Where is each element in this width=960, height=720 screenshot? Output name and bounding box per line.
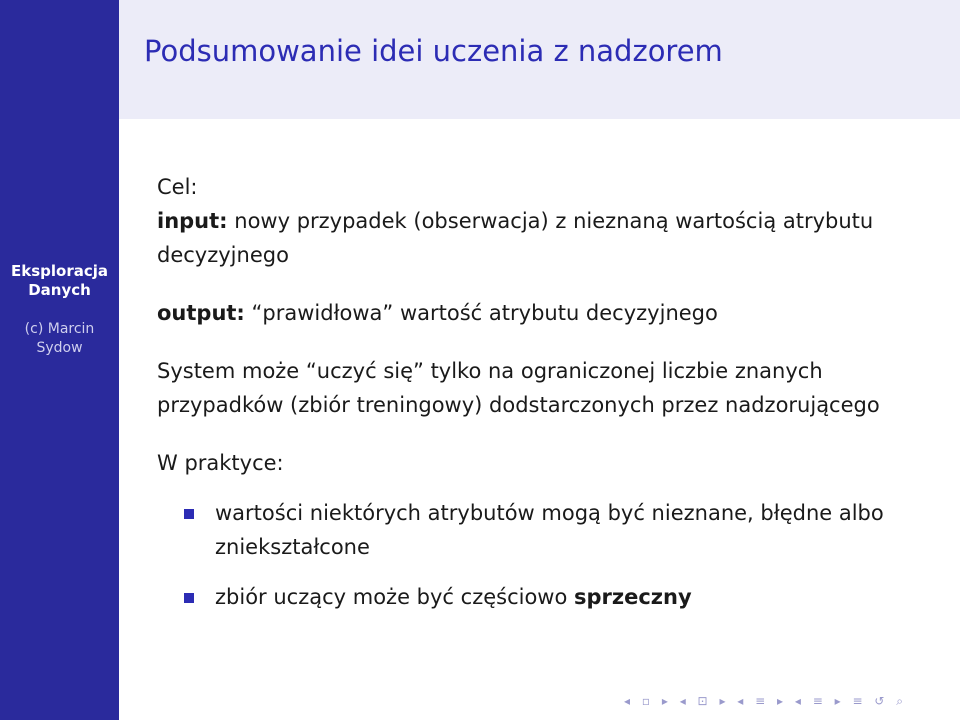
search-icon[interactable]: ⌕: [896, 694, 905, 708]
document-icon[interactable]: ≡: [812, 694, 824, 708]
section-icon[interactable]: ≡: [755, 694, 767, 708]
sidebar-course-title[interactable]: [0, 262, 119, 300]
sidebar-line: Eksploracja: [10, 262, 108, 280]
list-item-emphasis: sprzeczny: [574, 585, 692, 609]
system-paragraph: System może “uczyć się” tylko na ograniczonej liczbie znanych przypadków (zbiór treningowy) dodstarczonych przez nadzorującego: [157, 359, 880, 417]
output-paragraph: [157, 296, 927, 330]
nav-right-icon[interactable]: ▸: [834, 694, 842, 708]
output-label: output:: [157, 301, 245, 325]
practice-list: [157, 496, 927, 614]
nav-left-icon[interactable]: ◂: [737, 694, 745, 708]
beamer-navigation: [624, 694, 910, 709]
square-bullet-icon: [184, 593, 194, 603]
sidebar-author: [0, 320, 119, 358]
slide-title: Podsumowanie idei uczenia z nadzorem: [144, 34, 723, 68]
nav-right-icon[interactable]: ▸: [719, 694, 727, 708]
subsection-icon[interactable]: ⊡: [697, 694, 709, 708]
input-label: input:: [157, 209, 228, 233]
input-text: nowy przypadek (obserwacja) z nieznaną wartością atrybutu decyzyjnego: [157, 209, 874, 267]
align-icon[interactable]: ≡: [852, 694, 864, 708]
list-item: [157, 580, 927, 614]
goal-heading: Cel:: [157, 175, 198, 199]
corner-block: [0, 0, 119, 119]
slide-content: [157, 170, 927, 614]
nav-left-icon[interactable]: ◂: [794, 694, 802, 708]
nav-right-icon[interactable]: ▸: [661, 694, 669, 708]
output-text: “prawidłowa” wartość atrybutu decyzyjnego: [244, 301, 718, 325]
sidebar-line: (c) Marcin: [24, 321, 95, 337]
list-item-text: zbiór uczący może być częściowo: [215, 585, 574, 609]
input-paragraph: [157, 204, 927, 272]
nav-left-icon[interactable]: ◂: [624, 694, 632, 708]
square-bullet-icon: [184, 509, 194, 519]
sidebar-line: Danych: [28, 281, 91, 299]
sidebar-line: Sydow: [36, 340, 83, 356]
practice-heading: W praktyce:: [157, 451, 284, 475]
nav-right-icon[interactable]: ▸: [777, 694, 785, 708]
list-item: [157, 496, 927, 564]
frame-icon[interactable]: ▫: [641, 694, 651, 708]
sidebar: [0, 119, 119, 720]
nav-left-icon[interactable]: ◂: [679, 694, 687, 708]
list-item-text: wartości niektórych atrybutów mogą być nieznane, błędne albo zniekształcone: [215, 501, 884, 559]
back-icon[interactable]: ↺: [874, 694, 886, 708]
